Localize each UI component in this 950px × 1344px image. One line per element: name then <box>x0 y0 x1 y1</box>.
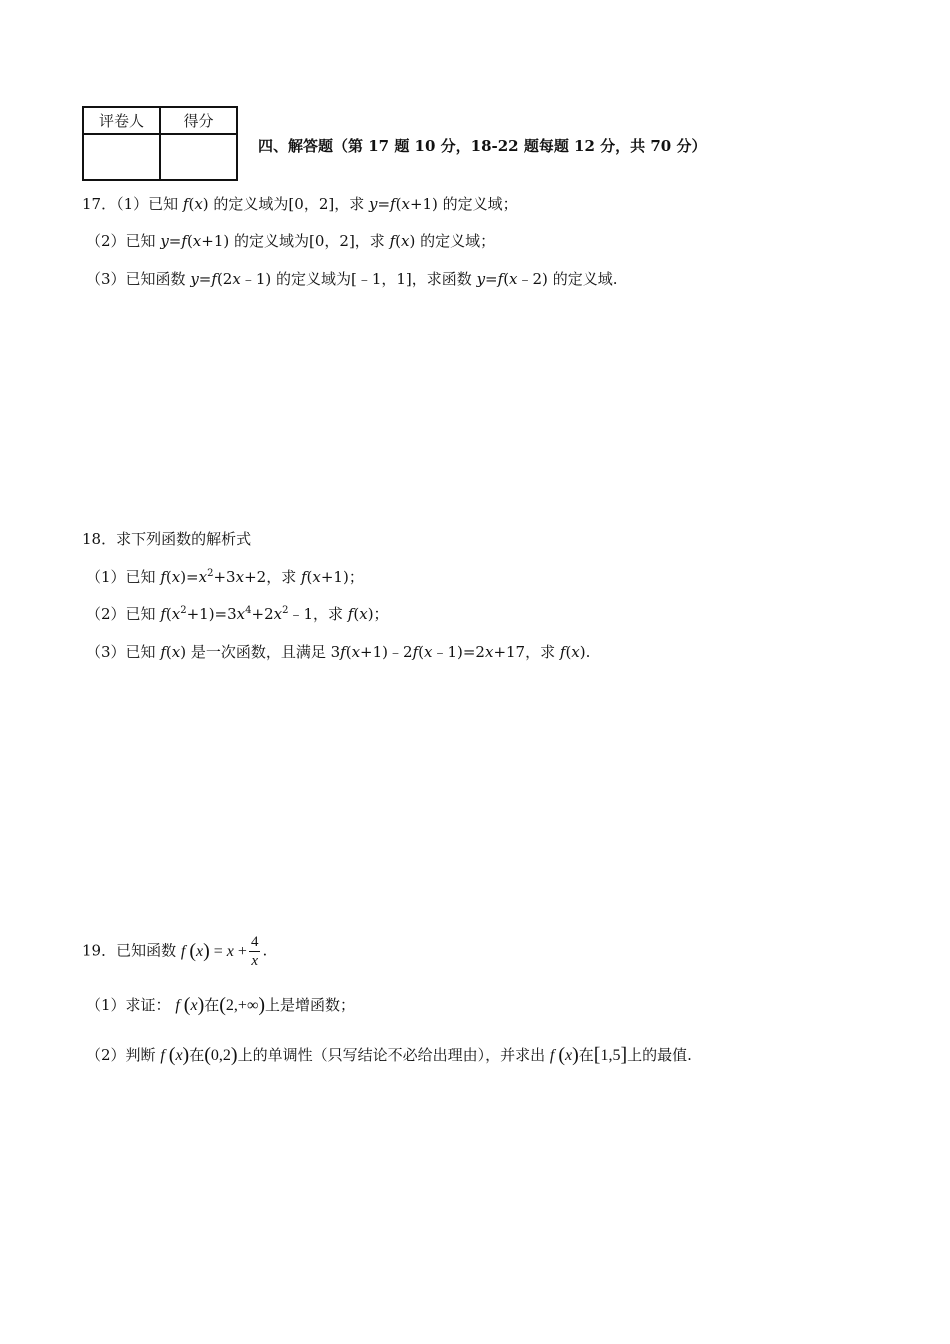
grader-header: 评卷人 <box>83 107 160 134</box>
q19-intro: 19．已知函数 f (x) = x + $\frac{4}{x}$ . <box>82 934 268 969</box>
q18-part3: （3）已知 f(x) 是一次函数，且满足 3f(x+1)﹣2f(x﹣1)=2x+17，求 f(x). <box>86 643 591 661</box>
q19-part2: （2）判断 f (x)在(0,2)上的单调性（只写结论不必给出理由），并求出 f (x)在[1,5]上的最值. <box>86 1044 692 1066</box>
q19-part1: （1）求证： f (x)在(2,+∞)上是增函数； <box>86 994 356 1016</box>
grader-score-table <box>82 106 238 181</box>
score-cell <box>160 134 237 180</box>
q18-title: 18．求下列函数的解析式 <box>82 530 252 548</box>
q18-part2: （2）已知 $f(x^2+1)=3x^4+2x^2﹣1$，求 f(x)； <box>86 605 389 623</box>
section-heading: 四、解答题（第 17 题 10 分，18-22 题每题 12 分，共 70 分） <box>258 137 707 155</box>
q17-part1: 17．（1）已知 f(x) 的定义域为[0，2]，求 y=f(x+1) 的定义域； <box>82 195 518 213</box>
q18-part1: （1）已知 $f(x)=x^2+3x+2$，求 f(x+1)； <box>86 568 364 586</box>
fraction-4-over-x: $\frac{4}{x}$ <box>250 934 259 969</box>
q17-part2: （2）已知 y=f(x+1) 的定义域为[0，2]，求 f(x) 的定义域； <box>86 232 496 250</box>
grader-cell <box>83 134 160 180</box>
score-header: 得分 <box>160 107 237 134</box>
q17-part3: （3）已知函数 y=f(2x﹣1) 的定义域为[﹣1，1]，求函数 y=f(x﹣2) 的定义域. <box>86 270 618 288</box>
